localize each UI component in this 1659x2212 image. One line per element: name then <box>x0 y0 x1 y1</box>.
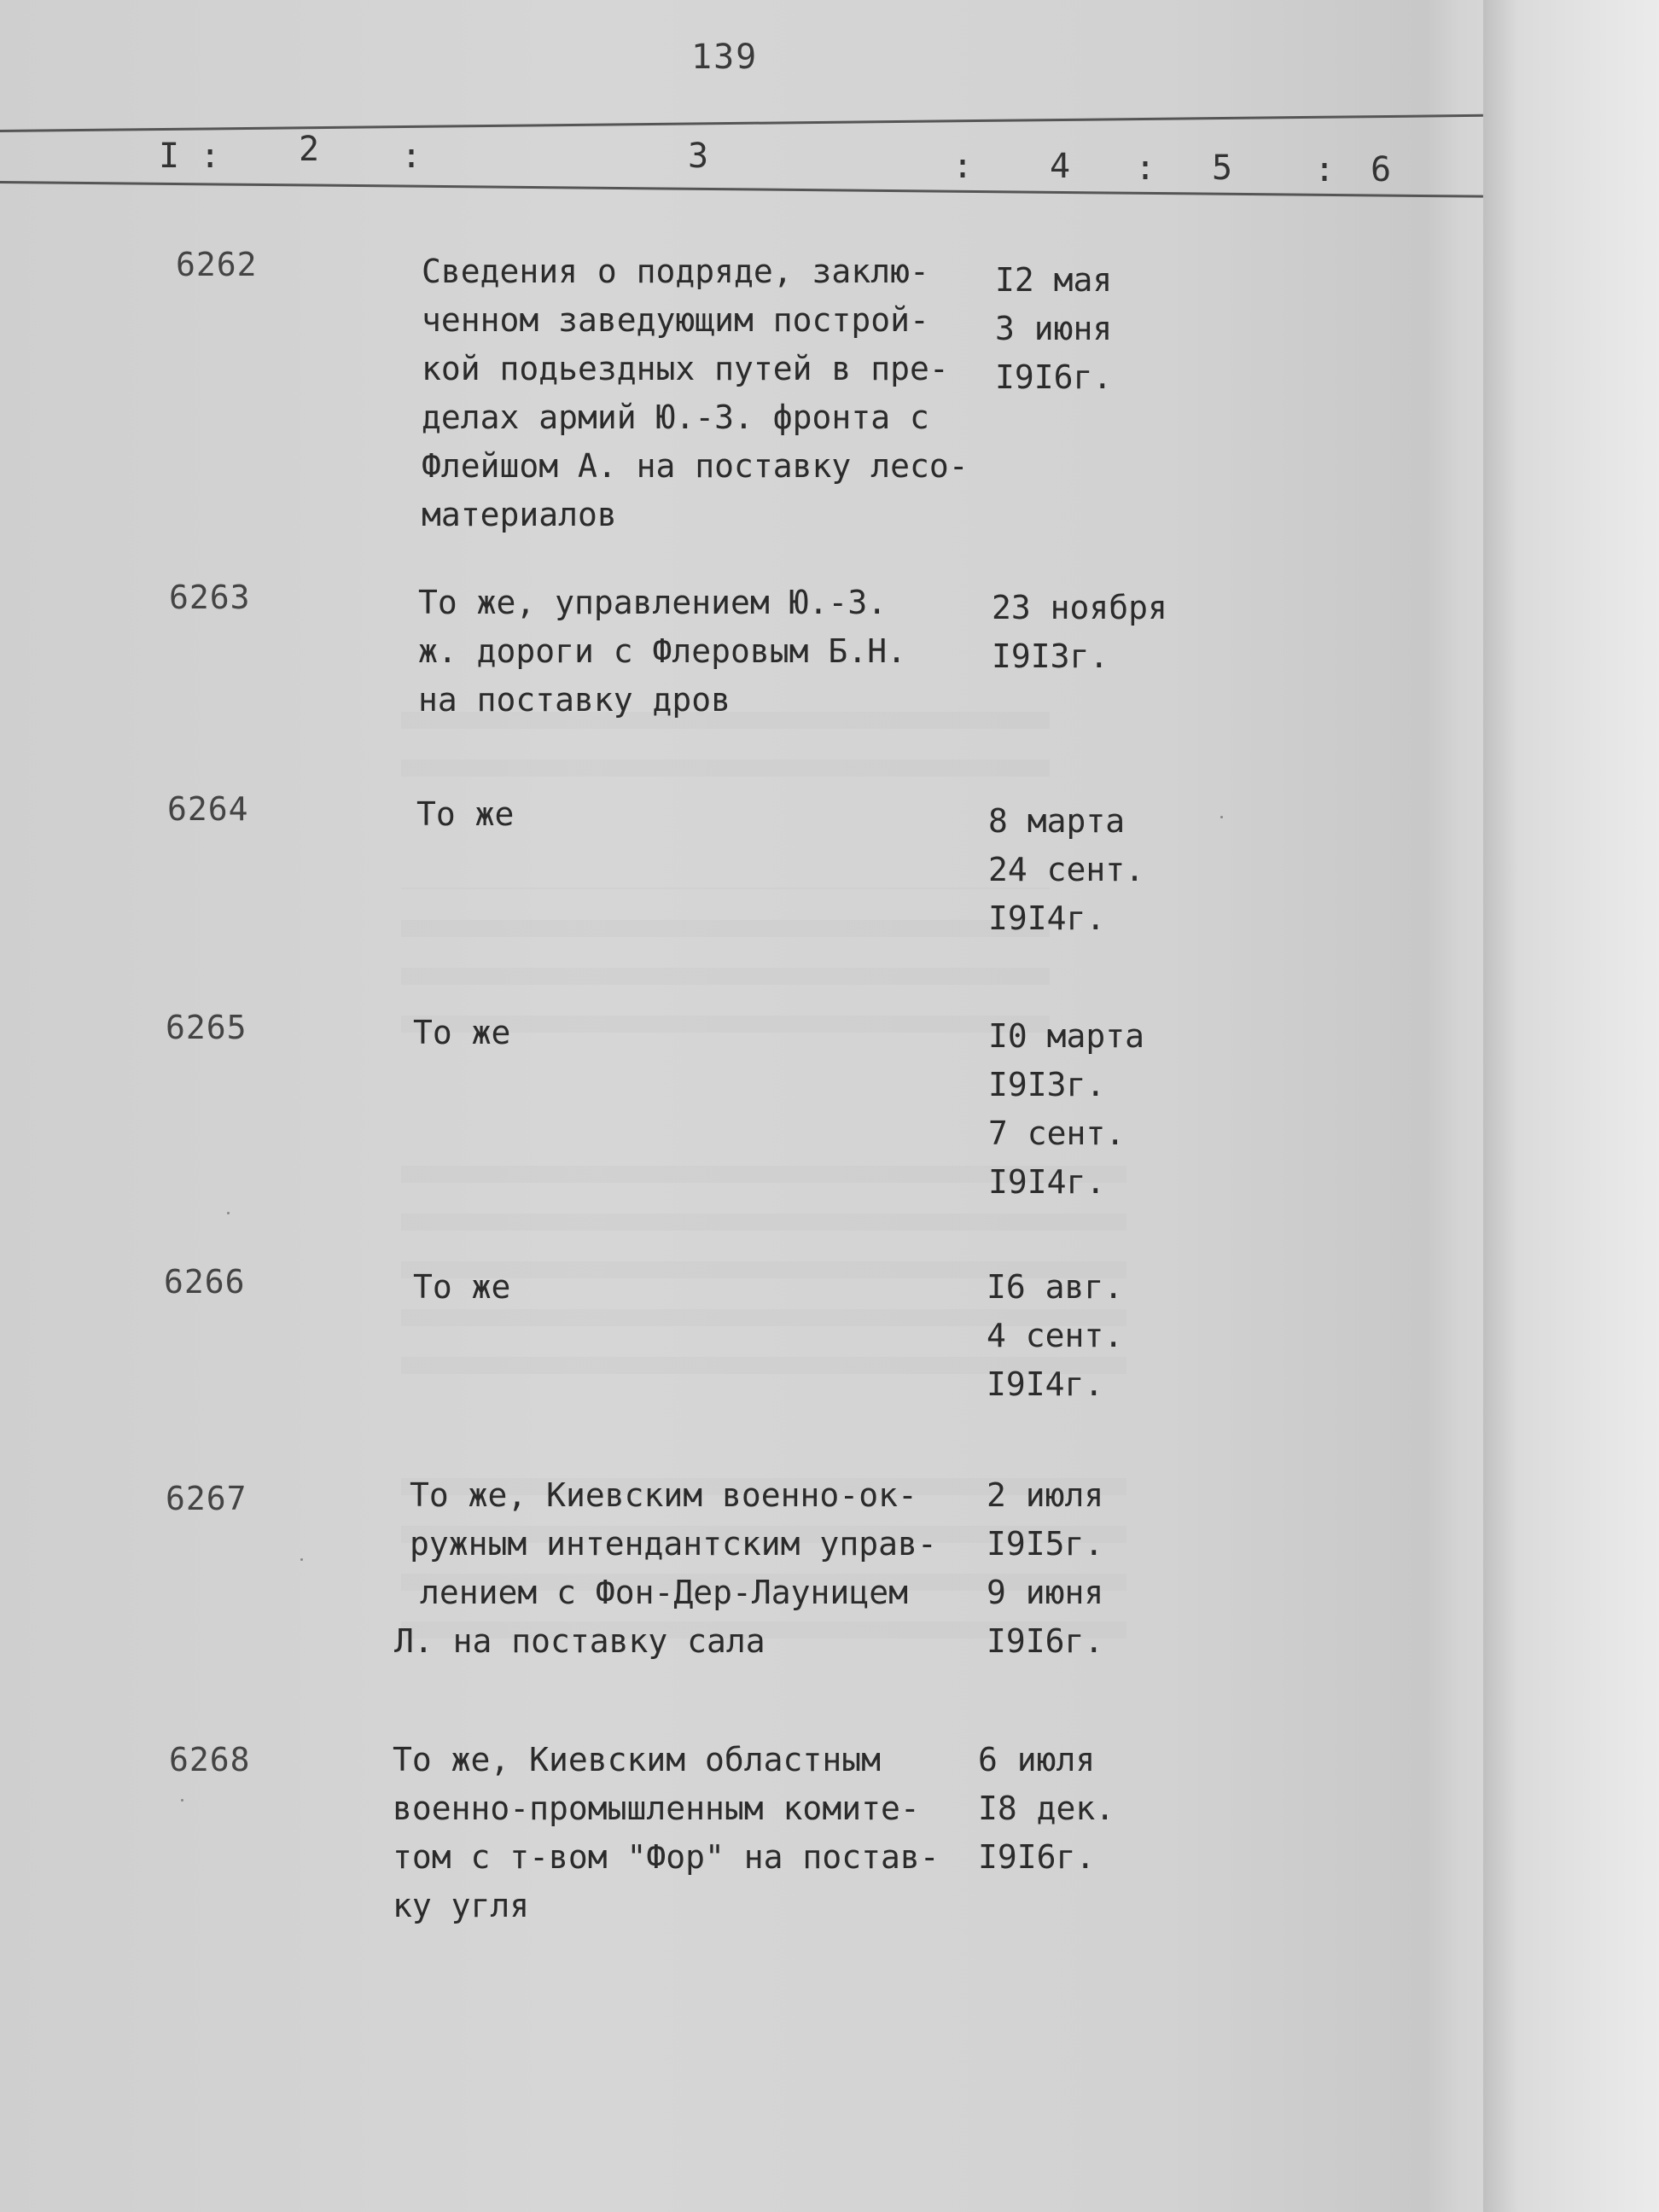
paper-speck <box>300 1558 303 1561</box>
date-line: 9 июня <box>987 1574 1104 1611</box>
description-line: на поставку дров <box>418 681 731 719</box>
column-separator: : <box>401 137 422 176</box>
date-line: I9I4г. <box>988 899 1106 937</box>
description-line: Л. на поставку сала <box>394 1622 765 1660</box>
date-line: I9I6г. <box>995 358 1113 396</box>
date-line: 8 марта <box>988 802 1126 840</box>
date-line: I9I3г. <box>988 1066 1106 1103</box>
date-line: 4 сент. <box>987 1317 1124 1354</box>
page-number: 139 <box>691 38 759 77</box>
date-line: I9I3г. <box>992 637 1109 675</box>
entry-description <box>394 1471 937 1666</box>
description-line: То же, Киевским областным <box>393 1741 881 1778</box>
date-line: 2 июля <box>987 1476 1104 1514</box>
date-line: I8 дек. <box>978 1790 1115 1827</box>
paper-speck <box>1220 816 1223 818</box>
column-header-5: 5 <box>1212 148 1233 188</box>
column-header-1: I : <box>159 137 221 176</box>
entry-dates <box>988 1012 1144 1207</box>
description-line: То же <box>413 1268 511 1306</box>
date-line: I9I4г. <box>988 1163 1106 1201</box>
date-line: 23 ноября <box>992 589 1167 626</box>
date-line: I9I4г. <box>987 1365 1104 1403</box>
date-line: I0 марта <box>988 1017 1145 1055</box>
description-line: Флейшом А. на поставку лесо- <box>422 447 969 485</box>
entry-description <box>422 247 969 539</box>
date-line: I9I6г. <box>987 1622 1104 1660</box>
entry-number: 6263 <box>169 579 251 616</box>
description-line: кой подьездных путей в пре- <box>422 350 949 387</box>
entry-dates <box>987 1471 1103 1666</box>
column-header-6: 6 <box>1371 150 1392 189</box>
description-line: ж. дороги с Флеровым Б.Н. <box>418 632 906 670</box>
entry-dates <box>988 797 1144 943</box>
description-line: То же, Киевским военно-ок- <box>410 1476 917 1514</box>
entry-description <box>416 790 514 839</box>
entry-dates <box>987 1263 1123 1409</box>
date-line: 6 июля <box>978 1741 1096 1778</box>
description-line: То же <box>413 1014 511 1051</box>
description-line: том с т-вом "Фор" на постав- <box>393 1838 940 1876</box>
entry-number: 6267 <box>166 1480 247 1517</box>
date-line: 7 сент. <box>988 1115 1126 1152</box>
description-line: ку угля <box>393 1887 530 1924</box>
entry-number: 6262 <box>176 246 258 283</box>
description-line: военно-промышленным комите- <box>393 1790 920 1827</box>
entry-dates <box>992 584 1167 681</box>
date-line: 24 сент. <box>988 851 1145 888</box>
header-rule-top <box>0 114 1483 132</box>
entry-dates <box>978 1736 1115 1882</box>
paper-speck <box>181 1799 183 1802</box>
entry-number: 6264 <box>167 790 249 828</box>
entry-number: 6265 <box>166 1009 247 1046</box>
paper-speck <box>227 1212 230 1214</box>
date-line: I9I5г. <box>987 1525 1104 1563</box>
date-line: 3 июня <box>995 310 1113 347</box>
description-line: лением с Фон-Дер-Лауницем <box>420 1574 908 1611</box>
entry-description <box>413 1009 510 1057</box>
date-line: I2 мая <box>995 261 1113 299</box>
entry-dates <box>995 256 1112 402</box>
description-line: Сведения о подряде, заклю- <box>422 253 929 290</box>
entry-number: 6266 <box>164 1263 246 1301</box>
description-line: То же <box>416 795 515 833</box>
date-line: I9I6г. <box>978 1838 1096 1876</box>
entry-description <box>393 1736 940 1930</box>
description-line: материалов <box>422 496 617 533</box>
description-line: То же, управлением Ю.-З. <box>418 584 888 621</box>
column-separator: : <box>1314 150 1336 189</box>
column-header-4: 4 <box>1050 147 1071 186</box>
page-edge-shadow <box>1483 0 1659 2212</box>
entry-description <box>413 1263 510 1312</box>
column-separator: : <box>952 147 974 186</box>
column-separator: : <box>1135 148 1156 188</box>
entry-number: 6268 <box>169 1741 251 1778</box>
entry-description <box>418 579 906 725</box>
description-line: делах армий Ю.-З. фронта с <box>422 399 929 436</box>
header-rule-bottom <box>0 181 1483 198</box>
column-header-2: 2 <box>299 130 320 169</box>
column-header-3: 3 <box>688 137 709 176</box>
date-line: I6 авг. <box>987 1268 1124 1306</box>
description-line: ружным интендантским управ- <box>410 1525 937 1563</box>
description-line: ченном заведующим построй- <box>422 301 929 339</box>
